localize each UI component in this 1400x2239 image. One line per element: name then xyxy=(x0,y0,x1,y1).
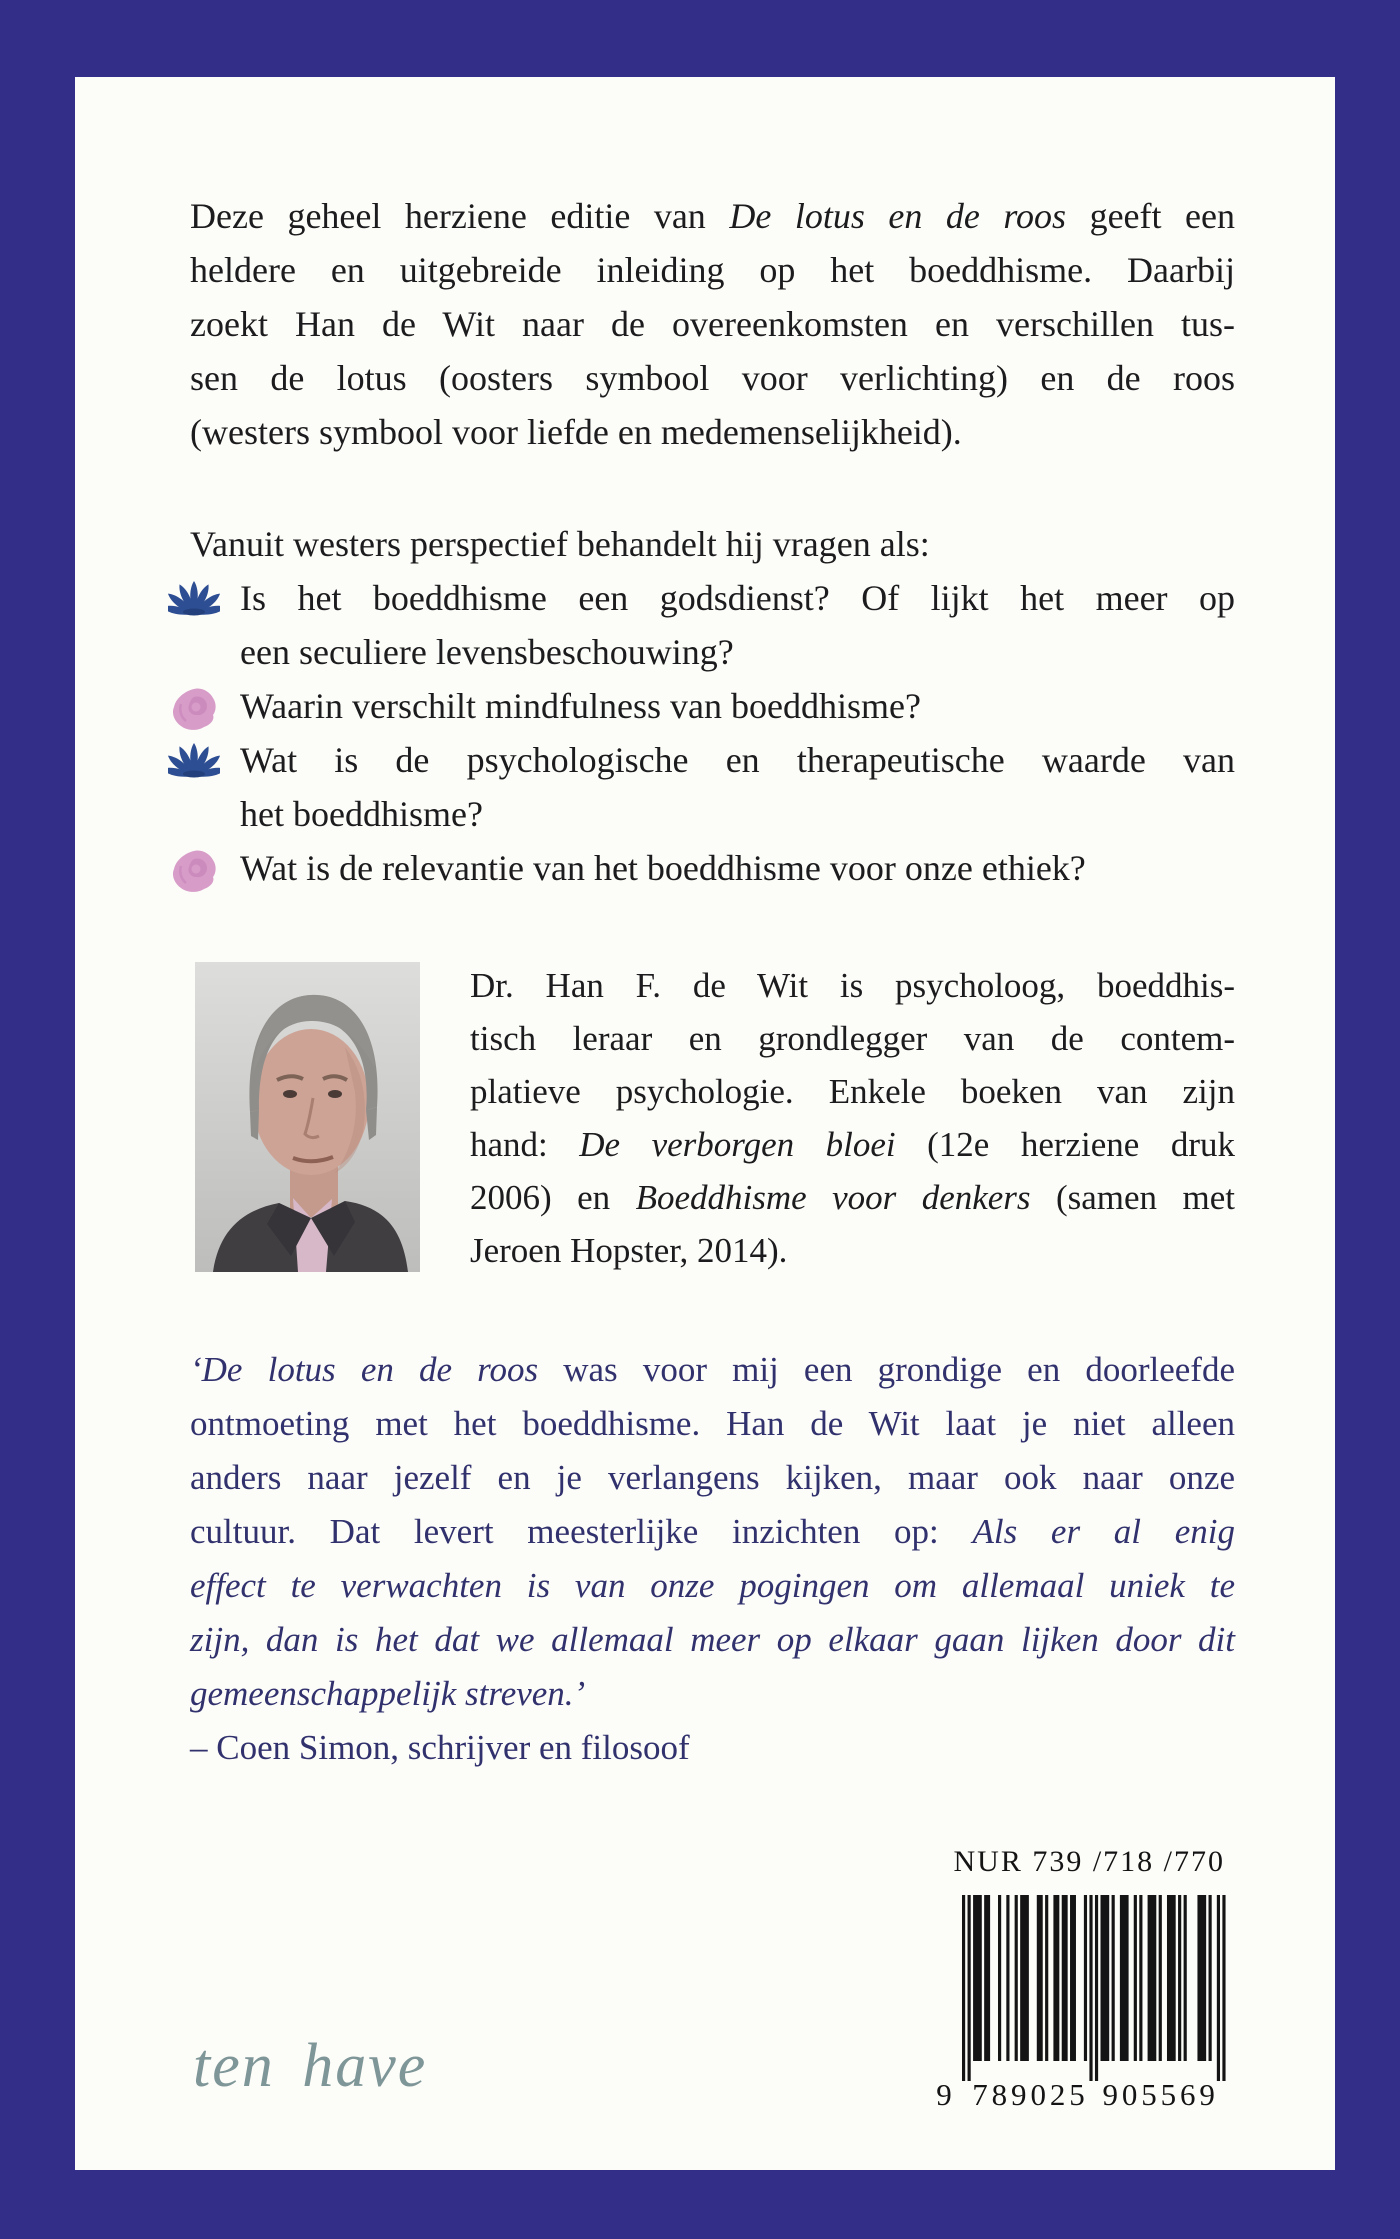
text-line: Wat is de psychologische en therapeutische waarde van xyxy=(240,740,1235,780)
lotus-icon xyxy=(165,733,223,778)
text-line: cultuur. Dat levert meesterlijke inzichten op: Als er al enig xyxy=(190,1512,1235,1551)
text-line: het boeddhisme? xyxy=(240,794,483,834)
text-line: zoekt Han de Wit naar de overeenkomsten en verschillen tus- xyxy=(190,304,1235,344)
text-line: Waarin verschilt mindfulness van boeddhisme? xyxy=(240,686,921,726)
text-line: hand: De verborgen bloei (12e herziene druk xyxy=(470,1125,1235,1164)
text-line: platieve psychologie. Enkele boeken van zijn xyxy=(470,1072,1235,1111)
svg-text:7: 7 xyxy=(972,2077,988,2111)
text-line: Jeroen Hopster, 2014). xyxy=(470,1231,788,1270)
question-text xyxy=(240,679,1235,733)
quote-lines xyxy=(190,1343,1235,1721)
author-bio xyxy=(470,959,1235,1277)
rose-icon-glyph xyxy=(171,688,217,730)
text-line: anders naar jezelf en je verlangens kijken, maar ook naar onze xyxy=(190,1458,1235,1497)
quote-attribution: – Coen Simon, schrijver en filosoof xyxy=(190,1728,690,1767)
ean13-bars xyxy=(930,1895,1240,2111)
rose-icon-glyph xyxy=(171,850,217,892)
svg-text:6: 6 xyxy=(1180,2077,1196,2111)
svg-text:9: 9 xyxy=(1011,2077,1027,2111)
rose-icon xyxy=(165,679,223,730)
svg-text:5: 5 xyxy=(1141,2077,1157,2111)
isbn-ean13-barcode xyxy=(930,1895,1240,2111)
lotus-icon xyxy=(165,571,223,616)
text-line: ontmoeting met het boeddhisme. Han de Wit laat je niet alleen xyxy=(190,1404,1235,1443)
text-line: Is het boeddhisme een godsdienst? Of lijkt het meer op xyxy=(240,578,1235,618)
question-item xyxy=(165,571,1235,679)
text-line: effect te verwachten is van onze pogingen om allemaal uniek te xyxy=(190,1566,1235,1605)
svg-text:9: 9 xyxy=(1102,2077,1118,2111)
text-line: ‘De lotus en de roos was voor mij een grondige en doorleefde xyxy=(190,1350,1235,1389)
svg-text:8: 8 xyxy=(991,2077,1008,2111)
text-line: tisch leraar en grondlegger van de contem- xyxy=(470,1019,1235,1058)
endorsement-quote xyxy=(190,1343,1235,1775)
text-line: Deze geheel herziene editie van De lotus en de roos geeft een xyxy=(190,196,1235,236)
questions-intro: Vanuit westers perspectief behandelt hij vragen als: xyxy=(190,524,930,564)
svg-text:9: 9 xyxy=(936,2077,952,2111)
text-line: gemeenschappelijk streven.’ xyxy=(190,1674,586,1713)
question-text xyxy=(240,571,1235,679)
text-line: Wat is de relevantie van het boeddhisme voor onze ethiek? xyxy=(240,848,1086,888)
svg-text:2: 2 xyxy=(1049,2077,1066,2111)
svg-text:0: 0 xyxy=(1121,2077,1138,2111)
publisher-logo: ten have xyxy=(193,2032,428,2100)
text-line: (westers symbool voor liefde en medemenselijkheid). xyxy=(190,412,962,452)
text-line: Dr. Han F. de Wit is psycholoog, boeddhis- xyxy=(470,966,1235,1005)
text-line: een seculiere levensbeschouwing? xyxy=(240,632,734,672)
question-text xyxy=(240,733,1235,841)
svg-text:5: 5 xyxy=(1160,2077,1177,2111)
text-line: zijn, dan is het dat we allemaal meer op elkaar gaan lijken door dit xyxy=(190,1620,1235,1659)
text-line: heldere en uitgebreide inleiding op het boeddhisme. Daarbij xyxy=(190,250,1235,290)
intro-paragraph xyxy=(190,189,1235,459)
nur-code: NUR 739 /718 /770 xyxy=(953,1845,1225,1878)
text-line: sen de lotus (oosters symbool voor verlichting) en de roos xyxy=(190,358,1235,398)
question-text xyxy=(240,841,1235,895)
lotus-icon-glyph xyxy=(168,742,220,778)
question-item xyxy=(165,733,1235,841)
svg-text:0: 0 xyxy=(1030,2077,1046,2111)
page-background xyxy=(75,77,1335,2170)
svg-text:9: 9 xyxy=(1199,2077,1215,2111)
svg-text:5: 5 xyxy=(1069,2077,1085,2111)
question-item xyxy=(165,841,1235,895)
question-list xyxy=(165,571,1235,895)
author-photo xyxy=(195,962,420,1272)
text-line: 2006) en Boeddhisme voor denkers (samen met xyxy=(470,1178,1235,1217)
lotus-icon-glyph xyxy=(168,580,220,616)
question-item xyxy=(165,679,1235,733)
rose-icon xyxy=(165,841,223,892)
